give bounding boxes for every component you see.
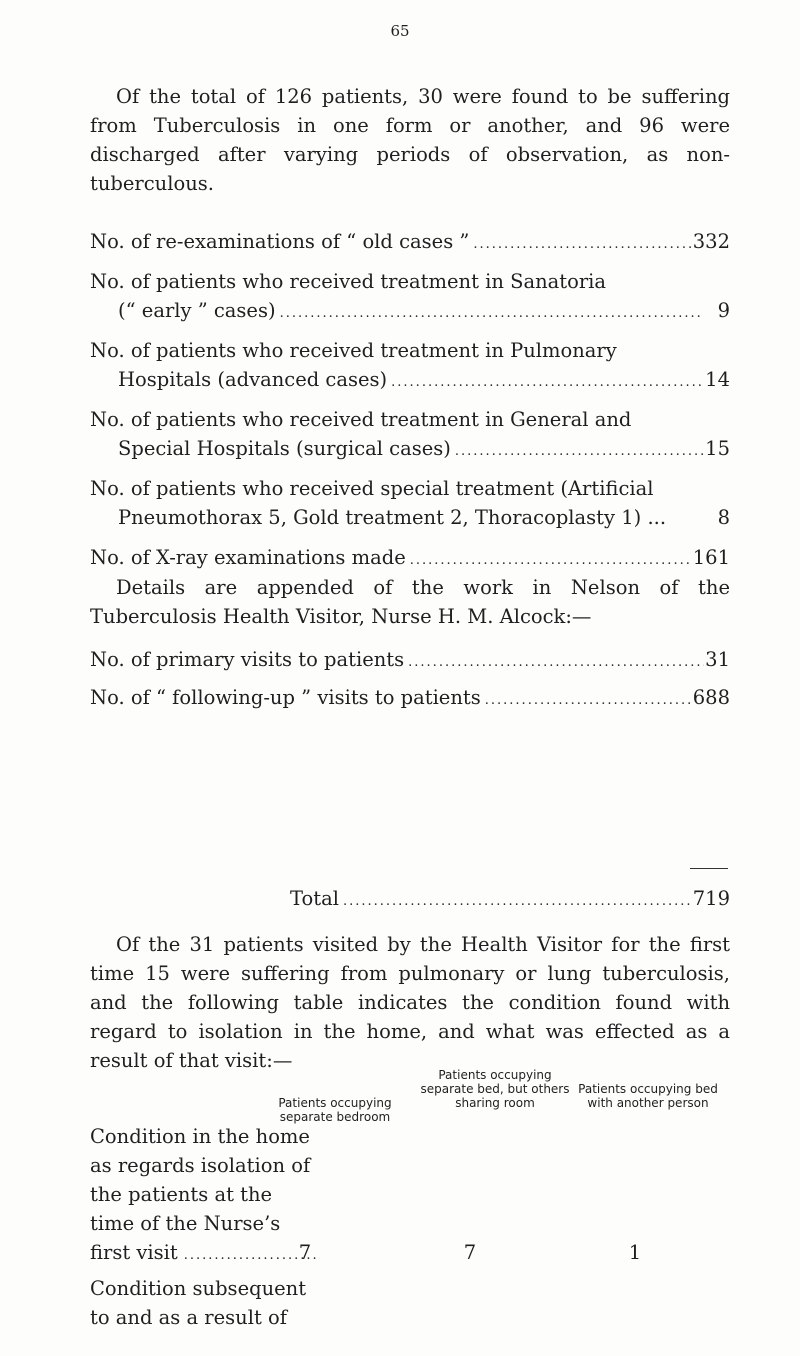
stat-value: 9	[717, 299, 730, 322]
stat-row: No. of re-examinations of “ old cases ” ..... 332	[90, 227, 730, 259]
stat-row: No. of X-ray examinations made ..... 161	[90, 543, 730, 575]
table-intro-paragraph: Of the 31 patients visited by the Health Visitor for the first time 15 were suffering from pulmonary or lung tuberculosis, and the following table indicates the condition found with regard to isolation in the home, and what was effected as a result of that visit:—	[90, 933, 730, 1072]
total-rule	[690, 868, 728, 869]
visits-list	[90, 645, 730, 715]
visitor-paragraph: Details are appended of the work in Nelson of the Tuberculosis Health Visitor, Nurse H. M. Alcock:—	[90, 576, 730, 628]
visit-row: No. of “ following-up ” visits to patients ..... 688	[90, 683, 730, 715]
stat-value: 15	[705, 437, 730, 460]
intro-paragraph: Of the total of 126 patients, 30 were found to be suffering from Tuberculosis in one form or another, and 96 were discharged after varying periods of observation, as non-tuberculous.	[90, 85, 730, 195]
visit-row: No. of primary visits to patients ..... 31	[90, 645, 730, 677]
total-row	[290, 884, 730, 916]
column-header-separate-bed: Patients occupying separate bed, but others sharing room	[420, 1068, 570, 1110]
page-number: 65	[390, 22, 410, 40]
stat-row: No. of patients who received treatment in General and	[90, 408, 632, 431]
column-header-separate-bedroom: Patients occupying separate bedroom	[278, 1096, 392, 1124]
stat-row: No. of patients who received treatment in Pulmonary	[90, 339, 617, 362]
table-row-first-visit-label: Condition in the home as regards isolation of the patients at the time of the Nurse’s first visit .....	[90, 1122, 320, 1270]
stat-value: 14	[705, 368, 730, 391]
total-value: 719	[692, 887, 730, 910]
stat-value: 161	[692, 546, 730, 569]
stat-value: 8	[717, 506, 730, 529]
stat-value: 332	[692, 230, 730, 253]
stat-row: No. of patients who received special treatment (Artificial	[90, 477, 654, 500]
cell-first-visit-separate-bed: 7	[463, 1241, 477, 1264]
table-row-subsequent-label: Condition subsequent to and as a result of	[90, 1277, 307, 1329]
stat-row: No. of patients who received treatment in Sanatoria	[90, 270, 607, 293]
cell-first-visit-separate-bedroom: 7	[298, 1241, 312, 1264]
statistics-list: No. of re-examinations of “ old cases ” ..... 332 No. of patients who received treatment in Sanatoria (“ early ” cases) ..... 9 No. of patients who received treatment in Pulmonary Hospitals (advanced cases) ..... 14 No. of patients who received treatment in General and Special Hospitals (surgical cases) ..... 15 No. of patients who received special treatment (Artificial Pneumothorax 5, Gold treatment 2, Thoracoplasty 1) ... 8 No. of X-ray examinations made ..... 161	[90, 227, 730, 575]
cell-first-visit-shared-bed: 1	[628, 1241, 642, 1264]
column-header-shared-bed: Patients occupying bed with another person	[578, 1082, 718, 1110]
total-label: Total	[290, 887, 339, 910]
